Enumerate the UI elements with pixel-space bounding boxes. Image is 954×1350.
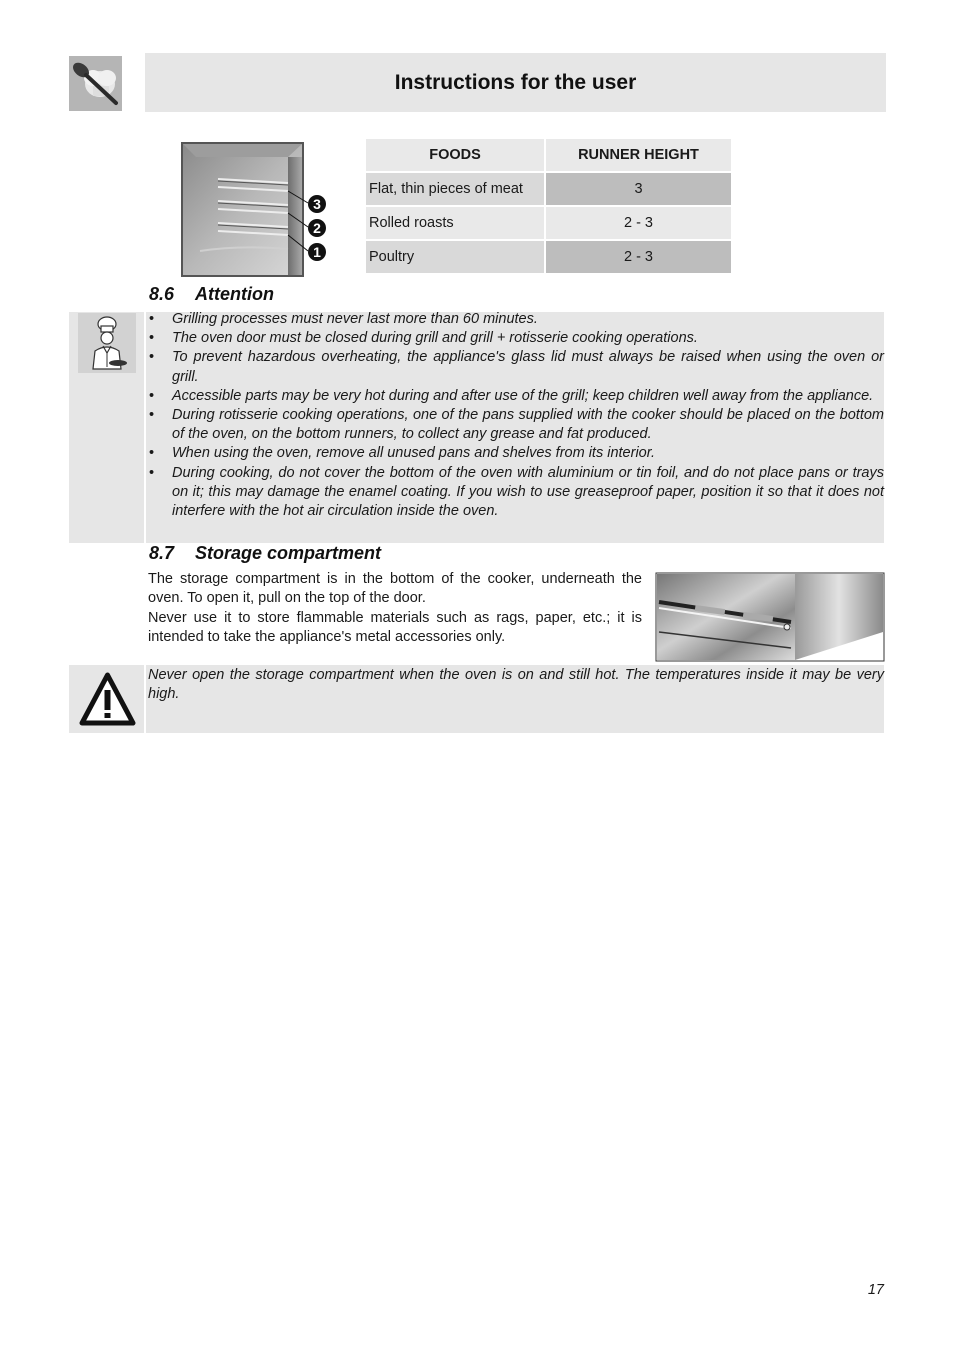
paragraph: Never use it to store flammable materials such as rags, paper, etc.; it is intended to take the appliance's metal accessories only. — [148, 609, 642, 645]
header-bar — [145, 53, 886, 112]
column-header: FOODS — [366, 139, 544, 171]
warning-triangle-icon — [79, 672, 136, 727]
column-header: RUNNER HEIGHT — [546, 139, 731, 171]
attention-list — [148, 310, 884, 521]
section-title: Attention — [195, 284, 274, 304]
paragraph: The storage compartment is in the bottom of the cooker, underneath the oven. To open it, pull on the top of the door. — [148, 571, 642, 607]
list-item: • To prevent hazardous overheating, the appliance's glass lid must always be raised when using the oven or grill. — [148, 348, 884, 386]
oven-runners-illustration — [180, 141, 330, 278]
list-item: • The oven door must be closed during grill and grill + rotisserie cooking operations. — [148, 329, 884, 348]
section-heading-attention — [149, 284, 274, 305]
divider — [144, 312, 146, 543]
list-item: • Grilling processes must never last more than 60 minutes. — [148, 310, 884, 329]
food-cell: Flat, thin pieces of meat — [366, 173, 544, 205]
table-row — [366, 207, 731, 239]
table-header-row — [366, 139, 731, 171]
table-row — [366, 241, 731, 273]
section-title: Storage compartment — [195, 543, 382, 563]
page-title: Instructions for the user — [394, 70, 637, 94]
runner-label: 1 — [313, 244, 321, 260]
divider — [144, 665, 146, 733]
list-item: • Accessible parts may be very hot during and after use of the grill; keep children well away from the appliance. — [148, 387, 884, 406]
list-item: • During rotisserie cooking operations, one of the pans supplied with the cooker should be placed on the bottom of the oven, on the bottom runners, to collect any grease and fat produced. — [148, 406, 884, 444]
height-cell: 2 - 3 — [546, 207, 731, 239]
page-number: 17 — [867, 1282, 884, 1298]
runner-label: 3 — [313, 196, 321, 212]
food-cell: Poultry — [366, 241, 544, 273]
chef-spoon-icon — [69, 56, 122, 111]
storage-text — [148, 570, 642, 647]
section-number: 8.6 — [149, 284, 175, 304]
storage-drawer-illustration — [655, 572, 885, 662]
chef-icon — [78, 313, 136, 373]
list-item: • During cooking, do not cover the bottom of the oven with aluminium or tin foil, and do not place pans or trays on it; this may damage the enamel coating. If you wish to use greaseproof paper, position it so that it does not interfere with the hot air circulation inside the oven. — [148, 464, 884, 522]
section-number: 8.7 — [149, 543, 175, 563]
list-item: • When using the oven, remove all unused pans and shelves from its interior. — [148, 444, 884, 463]
runner-height-table — [364, 137, 733, 275]
section-heading-storage — [149, 543, 381, 564]
food-cell: Rolled roasts — [366, 207, 544, 239]
height-cell: 3 — [546, 173, 731, 205]
height-cell: 2 - 3 — [546, 241, 731, 273]
runner-label: 2 — [313, 220, 321, 236]
table-row — [366, 173, 731, 205]
warning-text: Never open the storage compartment when the oven is on and still hot. The temperatures inside it may be very high. — [148, 667, 884, 703]
